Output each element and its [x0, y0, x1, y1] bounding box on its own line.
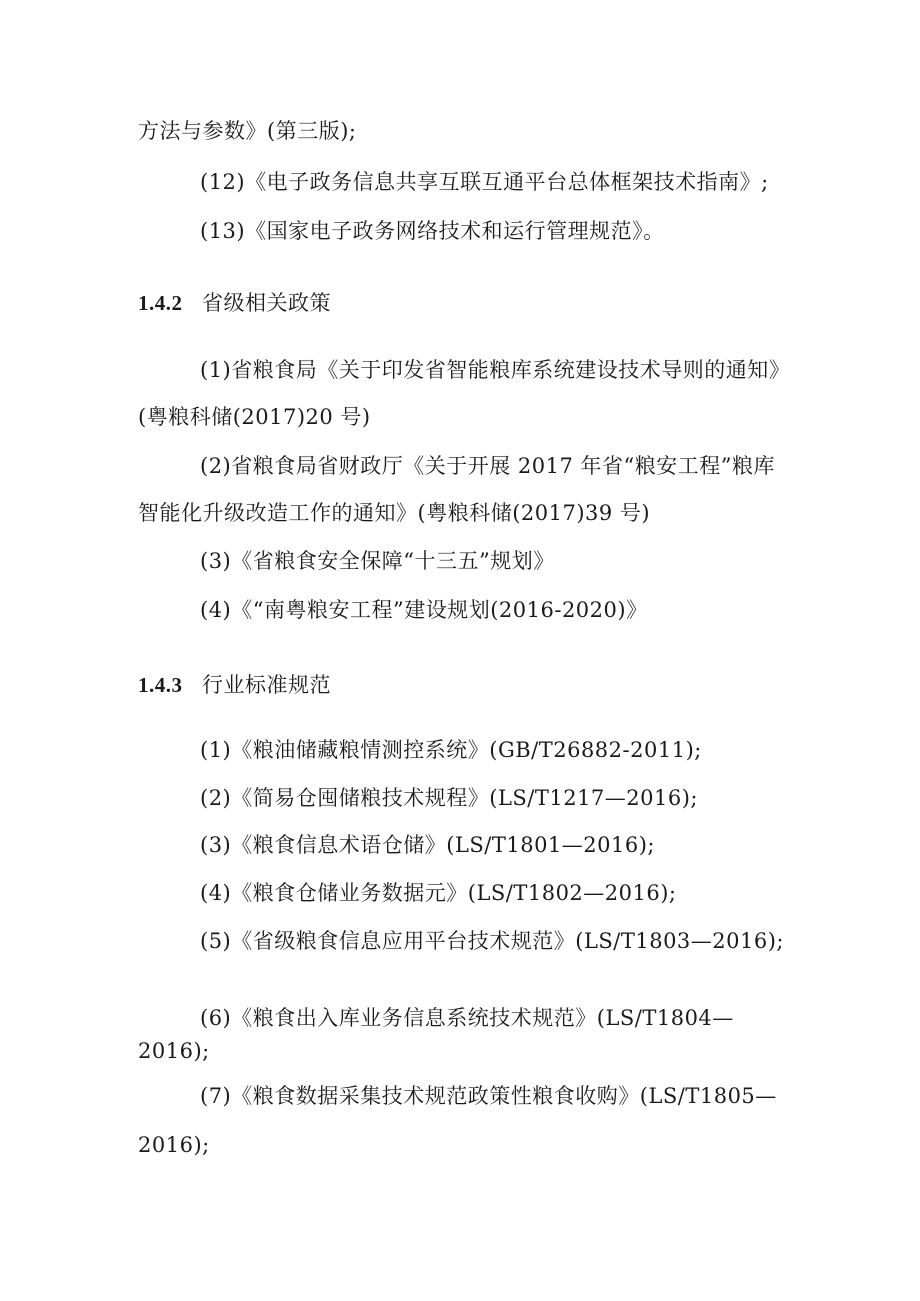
text-line: 2016); — [138, 1039, 210, 1063]
list-item: (7)《粮食数据采集技术规范政策性粮食收购》(LS/T1805— — [200, 1084, 777, 1108]
list-item: (5)《省级粮食信息应用平台技术规范》(LS/T1803—2016); — [200, 929, 785, 953]
section-number: 1.4.2 — [138, 291, 183, 315]
text-line: (粤粮科储(2017)20 号) — [138, 405, 371, 429]
list-item: (4)《粮食仓储业务数据元》(LS/T1802—2016); — [200, 881, 677, 905]
list-item: (13)《国家电子政务网络技术和运行管理规范》。 — [200, 219, 665, 243]
list-item: (3)《粮食信息术语仓储》(LS/T1801—2016); — [200, 833, 656, 857]
section-heading — [138, 288, 860, 318]
section-number: 1.4.3 — [138, 673, 183, 697]
list-item: (1)《粮油储藏粮情测控系统》(GB/T26882-2011); — [200, 738, 702, 762]
section-heading — [138, 670, 860, 700]
list-item: (2)省粮食局省财政厅《关于开展 2017 年省“粮安工程”粮库 — [200, 454, 776, 478]
section-title: 行业标准规范 — [202, 673, 331, 697]
text-line: 2016); — [138, 1133, 210, 1157]
list-item: (6)《粮食出入库业务信息系统技术规范》(LS/T1804— — [200, 1006, 734, 1030]
section-title: 省级相关政策 — [202, 291, 331, 315]
list-item: (1)省粮食局《关于印发省智能粮库系统建设技术导则的通知》 — [200, 358, 791, 382]
list-item: (12)《电子政务信息共享互联互通平台总体框架技术指南》; — [200, 170, 769, 194]
text-line: 智能化升级改造工作的通知》(粤粮科储(2017)39 号) — [138, 501, 651, 525]
text-line: 方法与参数》(第三版); — [138, 119, 357, 143]
list-item: (4)《“南粤粮安工程”建设规划(2016-2020)》 — [200, 598, 648, 622]
list-item: (2)《简易仓囤储粮技术规程》(LS/T1217—2016); — [200, 786, 699, 810]
list-item: (3)《省粮食安全保障“十三五”规划》 — [200, 549, 555, 573]
